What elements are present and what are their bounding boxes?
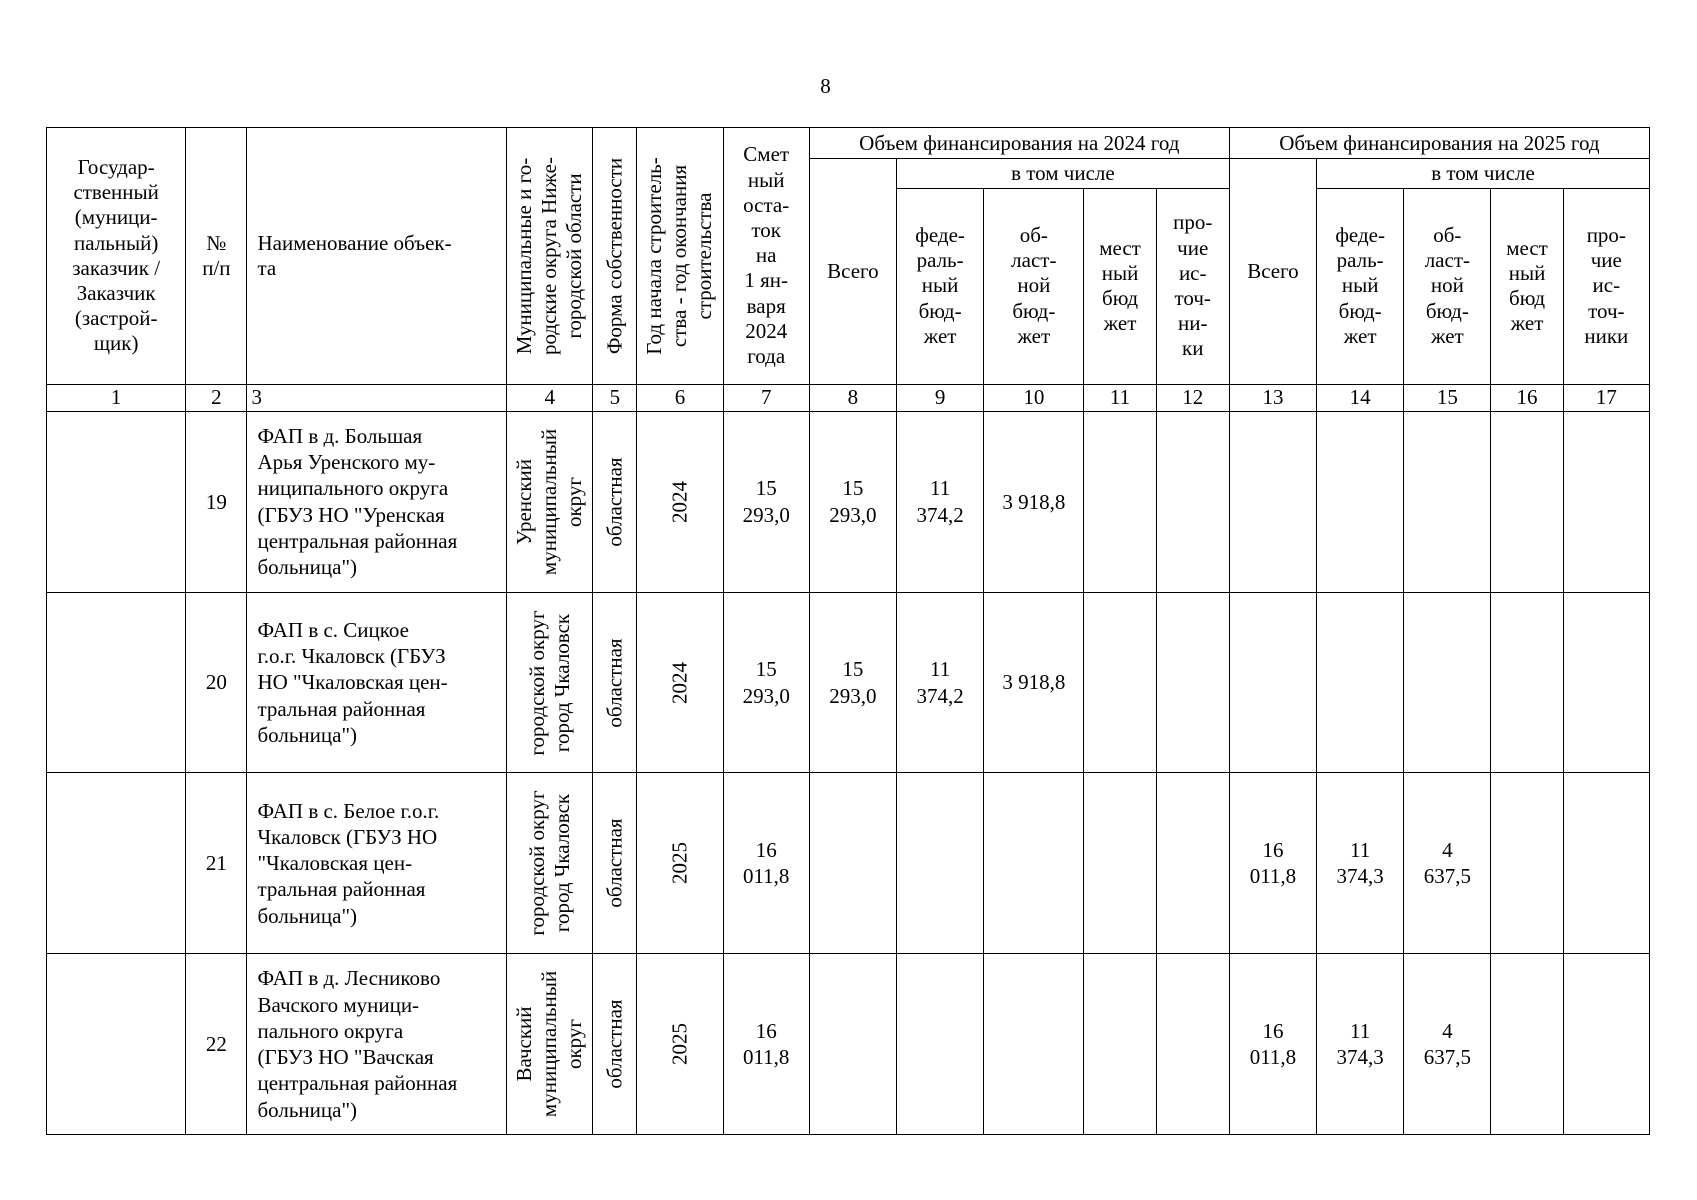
header-federal-2025: феде- раль- ный бюд- жет bbox=[1317, 188, 1404, 384]
cell-ownership bbox=[593, 411, 637, 592]
column-number: 11 bbox=[1084, 384, 1156, 411]
cell-years bbox=[637, 592, 723, 773]
column-number: 6 bbox=[637, 384, 723, 411]
cell-regional-2024 bbox=[984, 773, 1084, 954]
column-number: 8 bbox=[809, 384, 896, 411]
cell-municipality bbox=[507, 411, 593, 592]
cell-federal-2025: 11 374,3 bbox=[1317, 773, 1404, 954]
header-ownership-text: Форма собственности bbox=[602, 157, 627, 354]
header-local-2024: мест ный бюд жет bbox=[1084, 188, 1156, 384]
header-number: № п/п bbox=[186, 128, 247, 385]
header-fin-2025: Объем финансирования на 2025 год bbox=[1229, 128, 1649, 159]
cell-no: 22 bbox=[186, 954, 247, 1135]
column-number: 14 bbox=[1317, 384, 1404, 411]
cell-federal-2024 bbox=[897, 773, 984, 954]
cell-no: 20 bbox=[186, 592, 247, 773]
cell-balance: 15 293,0 bbox=[723, 592, 809, 773]
cell-total-2025 bbox=[1229, 411, 1316, 592]
cell-federal-2025: 11 374,3 bbox=[1317, 954, 1404, 1135]
cell-regional-2025: 4 637,5 bbox=[1404, 954, 1491, 1135]
cell-total-2024 bbox=[809, 954, 896, 1135]
cell-other-2024 bbox=[1156, 411, 1229, 592]
cell-name: ФАП в с. Сицкое г.о.г. Чкаловск (ГБУЗ НО "Чкаловская цен- тральная районная больница") bbox=[247, 592, 507, 773]
cell-regional-2024 bbox=[984, 954, 1084, 1135]
cell-total-2025 bbox=[1229, 592, 1316, 773]
cell-municipality-text: городской округ город Чкаловск bbox=[524, 790, 574, 936]
cell-ownership-text: областная bbox=[602, 818, 627, 908]
cell-other-2024 bbox=[1156, 954, 1229, 1135]
header-municipality bbox=[507, 128, 593, 385]
header-years bbox=[637, 128, 723, 385]
page-number: 8 bbox=[820, 74, 831, 98]
cell-years-text: 2024 bbox=[667, 480, 692, 523]
cell-federal-2024: 11 374,2 bbox=[897, 592, 984, 773]
header-total-2024: Всего bbox=[809, 159, 896, 384]
header-municipality-text: Муниципальные и го- родские округа Ниже- городской области bbox=[511, 156, 587, 355]
cell-total-2024: 15 293,0 bbox=[809, 411, 896, 592]
cell-local-2024 bbox=[1084, 954, 1156, 1135]
cell-balance: 16 011,8 bbox=[723, 773, 809, 954]
column-number: 7 bbox=[723, 384, 809, 411]
header-regional-2024: об- ласт- ной бюд- жет bbox=[984, 188, 1084, 384]
cell-customer bbox=[47, 592, 186, 773]
cell-municipality-text: Вачский муниципальный округ bbox=[511, 971, 587, 1118]
cell-municipality bbox=[507, 773, 593, 954]
cell-years-text: 2024 bbox=[667, 661, 692, 704]
cell-customer bbox=[47, 954, 186, 1135]
header-fin-2024: Объем финансирования на 2024 год bbox=[809, 128, 1229, 159]
cell-regional-2025 bbox=[1404, 411, 1491, 592]
column-number: 9 bbox=[897, 384, 984, 411]
cell-regional-2025 bbox=[1404, 592, 1491, 773]
header-other-2025: про- чие ис- точ- ники bbox=[1563, 188, 1649, 384]
cell-municipality bbox=[507, 592, 593, 773]
cell-regional-2024: 3 918,8 bbox=[984, 592, 1084, 773]
cell-regional-2025: 4 637,5 bbox=[1404, 773, 1491, 954]
column-number: 12 bbox=[1156, 384, 1229, 411]
cell-local-2024 bbox=[1084, 411, 1156, 592]
cell-ownership bbox=[593, 773, 637, 954]
cell-ownership bbox=[593, 954, 637, 1135]
cell-municipality bbox=[507, 954, 593, 1135]
cell-regional-2024: 3 918,8 bbox=[984, 411, 1084, 592]
cell-other-2025 bbox=[1563, 954, 1649, 1135]
cell-local-2025 bbox=[1491, 773, 1563, 954]
header-regional-2025: об- ласт- ной бюд- жет bbox=[1404, 188, 1491, 384]
financing-table bbox=[46, 127, 1650, 1135]
column-number: 10 bbox=[984, 384, 1084, 411]
column-number: 4 bbox=[507, 384, 593, 411]
cell-other-2025 bbox=[1563, 592, 1649, 773]
cell-other-2025 bbox=[1563, 411, 1649, 592]
cell-local-2024 bbox=[1084, 773, 1156, 954]
cell-total-2024 bbox=[809, 773, 896, 954]
cell-ownership-text: областная bbox=[602, 457, 627, 547]
cell-no: 21 bbox=[186, 773, 247, 954]
cell-name: ФАП в д. Лесниково Вачского муници- пального округа (ГБУЗ НО "Вачская центральная районная больница") bbox=[247, 954, 507, 1135]
header-total-2025: Всего bbox=[1229, 159, 1316, 384]
cell-ownership-text: областная bbox=[602, 637, 627, 728]
table-row bbox=[47, 773, 1650, 954]
cell-other-2024 bbox=[1156, 773, 1229, 954]
cell-years-text: 2025 bbox=[667, 1023, 692, 1066]
cell-federal-2025 bbox=[1317, 592, 1404, 773]
column-number: 2 bbox=[186, 384, 247, 411]
cell-local-2025 bbox=[1491, 411, 1563, 592]
cell-municipality-text: Уренский муниципальный округ bbox=[511, 428, 587, 575]
cell-no: 19 bbox=[186, 411, 247, 592]
table-row bbox=[47, 954, 1650, 1135]
cell-local-2025 bbox=[1491, 592, 1563, 773]
header-object-name: Наименование объек- та bbox=[247, 128, 507, 385]
cell-federal-2024: 11 374,2 bbox=[897, 411, 984, 592]
column-number: 15 bbox=[1404, 384, 1491, 411]
column-number: 3 bbox=[247, 384, 507, 411]
header-local-2025: мест ный бюд жет bbox=[1491, 188, 1563, 384]
cell-ownership bbox=[593, 592, 637, 773]
cell-local-2025 bbox=[1491, 954, 1563, 1135]
cell-balance: 15 293,0 bbox=[723, 411, 809, 592]
cell-name: ФАП в д. Большая Арья Уренского му- ниципального округа (ГБУЗ НО "Уренская центральная районная больница") bbox=[247, 411, 507, 592]
column-number: 16 bbox=[1491, 384, 1563, 411]
cell-federal-2024 bbox=[897, 954, 984, 1135]
cell-name: ФАП в с. Белое г.о.г. Чкаловск (ГБУЗ НО "Чкаловская цен- тральная районная больница") bbox=[247, 773, 507, 954]
header-including-2025: в том числе bbox=[1317, 159, 1650, 188]
cell-total-2025: 16 011,8 bbox=[1229, 773, 1316, 954]
cell-ownership-text: областная bbox=[602, 999, 627, 1089]
header-federal-2024: феде- раль- ный бюд- жет bbox=[897, 188, 984, 384]
cell-municipality-text: городской округ город Чкаловск bbox=[524, 609, 574, 756]
header-years-text: Год начала строитель- ства - год окончания строительства bbox=[642, 156, 717, 355]
column-number: 5 bbox=[593, 384, 637, 411]
cell-years-text: 2025 bbox=[667, 842, 692, 885]
column-number: 13 bbox=[1229, 384, 1316, 411]
cell-years bbox=[637, 954, 723, 1135]
cell-years bbox=[637, 773, 723, 954]
header-balance: Смет ный оста- ток на 1 ян- варя 2024 года bbox=[723, 128, 809, 385]
cell-other-2025 bbox=[1563, 773, 1649, 954]
cell-local-2024 bbox=[1084, 592, 1156, 773]
cell-total-2024: 15 293,0 bbox=[809, 592, 896, 773]
table-row bbox=[47, 411, 1650, 592]
cell-federal-2025 bbox=[1317, 411, 1404, 592]
header-customer: Государ- ственный (муници- пальный) заказчик / Заказчик (застрой- щик) bbox=[47, 128, 186, 385]
cell-balance: 16 011,8 bbox=[723, 954, 809, 1135]
column-number: 17 bbox=[1563, 384, 1649, 411]
table-row bbox=[47, 592, 1650, 773]
column-numbers-row bbox=[47, 384, 1650, 411]
header-including-2024: в том числе bbox=[897, 159, 1230, 188]
cell-customer bbox=[47, 411, 186, 592]
column-number: 1 bbox=[47, 384, 186, 411]
header-ownership bbox=[593, 128, 637, 385]
cell-years bbox=[637, 411, 723, 592]
cell-other-2024 bbox=[1156, 592, 1229, 773]
cell-total-2025: 16 011,8 bbox=[1229, 954, 1316, 1135]
cell-customer bbox=[47, 773, 186, 954]
header-other-2024: про- чие ис- точ- ни- ки bbox=[1156, 188, 1229, 384]
